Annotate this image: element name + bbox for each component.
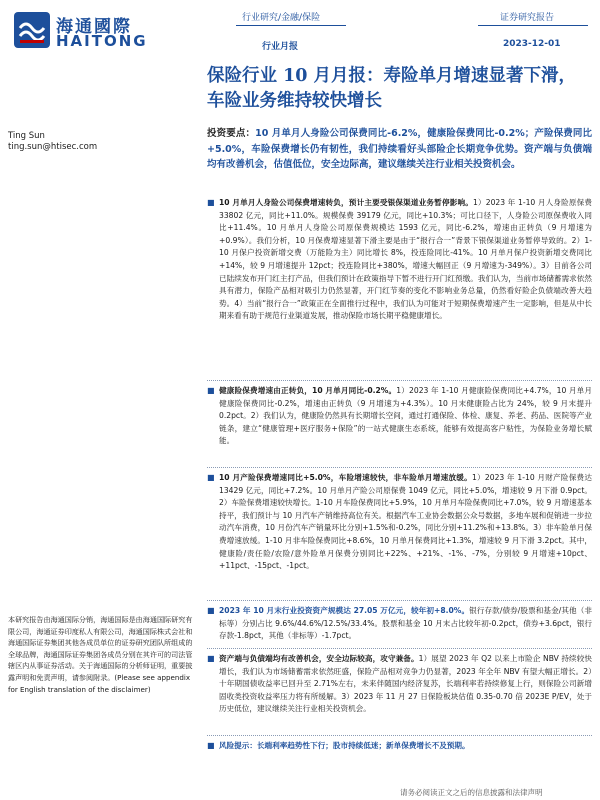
section-lead: 风险提示：长端利率趋势性下行；股市持续低迷；新单保费增长不及预期。 — [219, 741, 470, 750]
section-outlook — [207, 653, 592, 716]
section-body: 1）2023 年 1-10 月人身险原保费 33802 亿元，同比+11.0%。规模保费 39179 亿元，同比+10.3%；可比口径下，人身险公司原保费收入同比+11.4%。10 月单月人身险公司原保费规模达 1593 亿元，同比-6.2%，增速由正转负（9 月增速为+0.9%）。我们分析，10 月保费增速显著下滑主要是由于“报行合一”背景下银保渠道业务暂停导致的。2）1-10 月保户投资新增交费（万能险为主）同比增长 8%，投连险同比-41%。10 月单月保户投资新增交费同比+14%，较 9 月增速提升 12pct；投连险同比+380%，增速大幅回正（9 月增速为-349%）。3）目前各公司已陆续发布开门红主打产品，但我们预计在政策指导下暂不进行开门红预缴。我们认为，当前市场储蓄需求依然具有潜力，保险产品相对吸引力仍然显著，开门红节奏的变化不影响业务总量，仍然看好险企负债端改善大趋势。4）当前“报行合一”政策正在全面推行过程中，我们认为可能对于短期保费增速产生一定影响，但是从中长期来看有助于规范行业渠道发展，推动保险市场长期平稳健康增长。 — [219, 198, 592, 321]
section-body: 1）展望 2023 年 Q2 以来上市险企 NBV 持续较快增长，我们认为市场储蓄需求依然旺盛，保险产品相对竞争力仍显著，2023 年全年 NBV 有望大幅正增长。2）十年期国债收益率已回升至 2.71%左右，未来伴随国内经济复苏，长端利率若持续修复上行，则保险公司新增固收类投资收益率压力将有所缓解。3）2023 年 11 月 27 日保险板块估值 0.35-0.70 倍 2023E P/EV，处于历史低位，建议继续关注行业相关投资机会。 — [219, 654, 592, 714]
section-lead: 10 月产险保费增速同比+5.0%，车险增速较快，非车险单月增速放缓。 — [219, 473, 472, 482]
section-lead: 10 月单月人身险公司保费增速转负，预计主要受银保渠道业务暂停影响。 — [219, 198, 473, 207]
key-points-text: 10 月单月人身险公司保费同比-6.2%，健康险保费同比-0.2%；产险保费同比+5.0%，车险保费增长仍有韧性，我们持续看好头部险企长期竞争优势。资产端与负债端均有改善机会，估值低位，安全边际高，建议继续关注行业相关投资机会。 — [207, 128, 592, 170]
key-points — [207, 126, 592, 173]
section-divider — [207, 648, 592, 649]
haitong-emblem-icon — [12, 10, 52, 50]
key-points-label: 投资要点： — [207, 128, 256, 139]
report-date: 2023-12-01 — [503, 39, 561, 49]
section-divider — [207, 735, 592, 736]
haitong-logo — [12, 10, 148, 54]
logo-english-text: HAITONG — [56, 32, 148, 50]
author-name: Ting Sun — [8, 131, 45, 141]
section-property-insurance — [207, 472, 592, 573]
section-divider — [207, 467, 592, 468]
section-body: 1）2023 年 1-10 月健康险保费同比+4.7%，10 月单月健康险保费同比-0.2%，增速由正转负（9 月增速为+4.3%）。10 月末健康险占比为 24%，较 9 月末提升 0.2pct。2）我们认为，健康险仍然具有长期增长空间，通过打通保险、体检、康复、养老、药品、医院等产业链条，建立“健康管理+医疗服务+保险”的一站式健康生态系统，能够有效提高客户粘性，为保险业务增长赋能。 — [219, 386, 592, 446]
bullet-icon: ■ — [207, 741, 215, 750]
section-body: 1）2023 年 1-10 月财产险保费达 13429 亿元，同比+7.2%。10 月单月产险公司原保费 1049 亿元，同比+5.0%，增速较 9 月下滑 0.9pct。2）车险保费增速较快增长。1-10 月车险保费同比+5.9%，10 月单月车险保费同比+7.0%，较 9 月增速基本持平，我们预计与 10 月汽车产销维持高位有关。根据汽车工业协会数据公众号数据，多地车展和促销进一步拉动汽车消费，10 月份汽车产销量环比分别+1.5%和-0.2%，同比分别+11.2%和+13.8%。3）非车险单月保费增速放缓。1-10 月非车险保费同比+8.6%，10 月单月保费同比+1.3%，增速较 9 月下滑 3.2pct。其中，健康险/责任险/农险/意外险单月保费分别同比+22%、+21%、-1%、-7%，分别较 9 月增速+10pct、+11pct、-15pct、-1pct。 — [219, 473, 592, 571]
section-investment-assets — [207, 605, 592, 643]
report-label: 证券研究报告 — [500, 13, 555, 23]
disclaimer: 本研究报告由海通国际分销，海通国际是由海通国际研究有限公司，海通证券印度私人有限公司，海通国际株式会社和海通国际证券集团其他各成员单位的证券研究团队所组成的全球品牌，海通国际证券集团各成员分别在其许可的司法管辖区内从事证券活动。关于海通国际的分析师证明，重要披露声明和免责声明，请参阅附录。(Please see appendix for English translation of the disclaimer) — [8, 615, 193, 694]
author-email[interactable]: ting.sun@htisec.com — [8, 142, 98, 152]
footer-notice: 请务必阅读正文之后的信息披露和法律声明 — [400, 788, 543, 797]
section-divider — [207, 380, 592, 381]
header-divider — [236, 25, 346, 26]
section-health-insurance — [207, 385, 592, 448]
bullet-icon: ■ — [207, 606, 215, 615]
bullet-icon: ■ — [207, 473, 215, 482]
bullet-icon: ■ — [207, 198, 215, 207]
header-divider-right — [478, 25, 588, 26]
section-lead: 健康险保费增速由正转负，10 月单月同比-0.2%。 — [219, 386, 397, 395]
section-risk-warning — [207, 740, 592, 753]
section-life-insurance — [207, 197, 592, 323]
section-lead: 资产端与负债端均有改善机会，安全边际较高，攻守兼备。 — [219, 654, 419, 663]
logo-chinese-text: 海通國際 — [56, 17, 132, 37]
bullet-icon: ■ — [207, 654, 215, 663]
industry-line: 行业研究/金融/保险 — [242, 13, 321, 23]
report-type: 行业月报 — [262, 42, 299, 52]
report-title: 保险行业 10 月月报：寿险单月增速显著下滑，车险业务维持较快增长 — [207, 66, 577, 111]
section-divider — [207, 600, 592, 601]
section-body: 银行存款/债券/股票和基金/其他（非标等）分别占比 9.6%/44.6%/12.5%/33.4%。股票和基金 10 月末占比较年初-0.2pct，债券+3.6pct，银行存款-1.8pct，其他（非标等）-1.7pct。 — [219, 606, 592, 641]
section-lead: 2023 年 10 月末行业投资资产规模达 27.05 万亿元，较年初+8.0%。 — [219, 606, 470, 615]
bullet-icon: ■ — [207, 386, 215, 395]
